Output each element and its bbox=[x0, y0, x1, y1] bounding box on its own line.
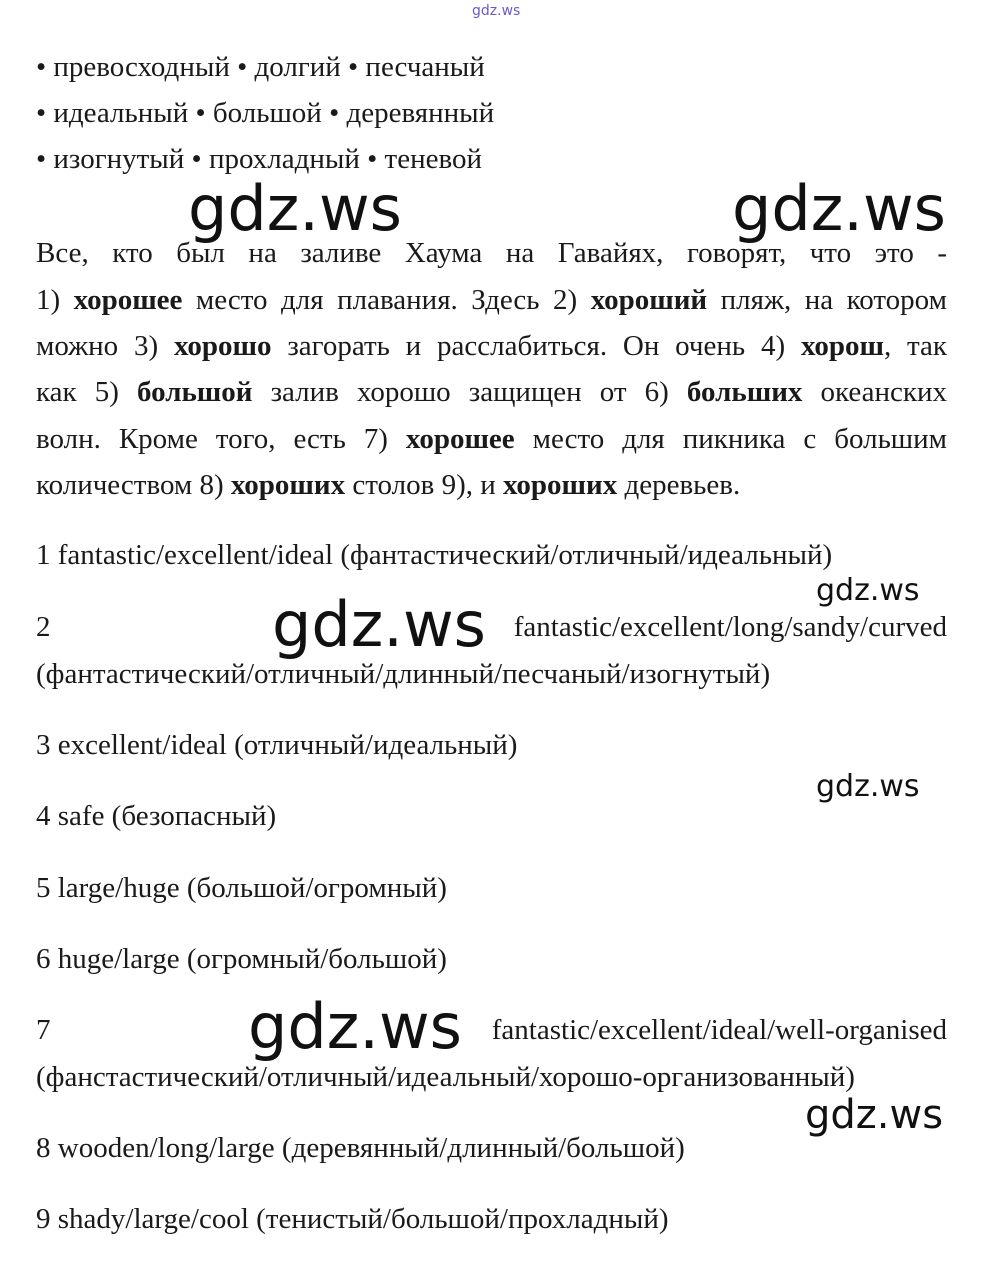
answer-1: 1 fantastic/excellent/ideal (фантастический/отличный/идеальный) bbox=[36, 539, 833, 571]
answer-4: 4 safe (безопасный) bbox=[36, 800, 277, 832]
answer-5: 5 large/huge (большой/огромный) bbox=[36, 872, 447, 904]
watermark-mid-1: gdz.ws bbox=[272, 588, 486, 661]
answer-3: 3 excellent/ideal (отличный/идеальный) bbox=[36, 729, 518, 761]
answer-9: 9 shady/large/cool (тенистый/большой/прохладный) bbox=[36, 1203, 669, 1235]
answer-2-number: 2 bbox=[36, 611, 51, 643]
watermark-top: gdz.ws bbox=[472, 3, 521, 19]
paragraph-line-1: Все, кто был на заливе Хаума на Гавайях, говорят, что это - bbox=[36, 237, 947, 269]
watermark-small-2: gdz.ws bbox=[816, 769, 920, 804]
paragraph-line-5: волн. Кроме того, есть 7) хорошее место для пикника с большим bbox=[36, 423, 947, 455]
watermark-small-3: gdz.ws bbox=[805, 1092, 944, 1138]
word-line-1: • превосходный • долгий • песчаный bbox=[36, 51, 485, 83]
paragraph-line-6: количеством 8) хороших столов 9), и хороших деревьев. bbox=[36, 469, 741, 501]
answer-7-russian: (фанстастический/отличный/идеальный/хорошо-организованный) bbox=[36, 1061, 855, 1093]
answer-7-number: 7 bbox=[36, 1014, 51, 1046]
watermark-small-1: gdz.ws bbox=[816, 573, 920, 608]
answer-2-russian: (фантастический/отличный/длинный/песчаный/изогнутый) bbox=[36, 658, 771, 690]
answer-8: 8 wooden/long/large (деревянный/длинный/большой) bbox=[36, 1132, 685, 1164]
watermark-right: gdz.ws bbox=[732, 172, 946, 245]
paragraph-line-3: можно 3) хорошо загорать и расслабиться. Он очень 4) хорош, так bbox=[36, 330, 948, 362]
word-line-3: • изогнутый • прохладный • теневой bbox=[36, 143, 482, 175]
watermark-mid-2: gdz.ws bbox=[248, 990, 462, 1063]
answer-7-english: fantastic/excellent/ideal/well-organised bbox=[491, 1014, 947, 1046]
answer-6: 6 huge/large (огромный/большой) bbox=[36, 943, 447, 975]
paragraph-line-4: как 5) большой залив хорошо защищен от 6) больших океанских bbox=[36, 376, 947, 408]
word-line-2: • идеальный • большой • деревянный bbox=[36, 97, 495, 129]
answer-2-english: fantastic/excellent/long/sandy/curved bbox=[513, 611, 947, 643]
paragraph-line-2: 1) хорошее место для плавания. Здесь 2) хороший пляж, на котором bbox=[36, 284, 947, 316]
watermark-left: gdz.ws bbox=[188, 172, 402, 245]
